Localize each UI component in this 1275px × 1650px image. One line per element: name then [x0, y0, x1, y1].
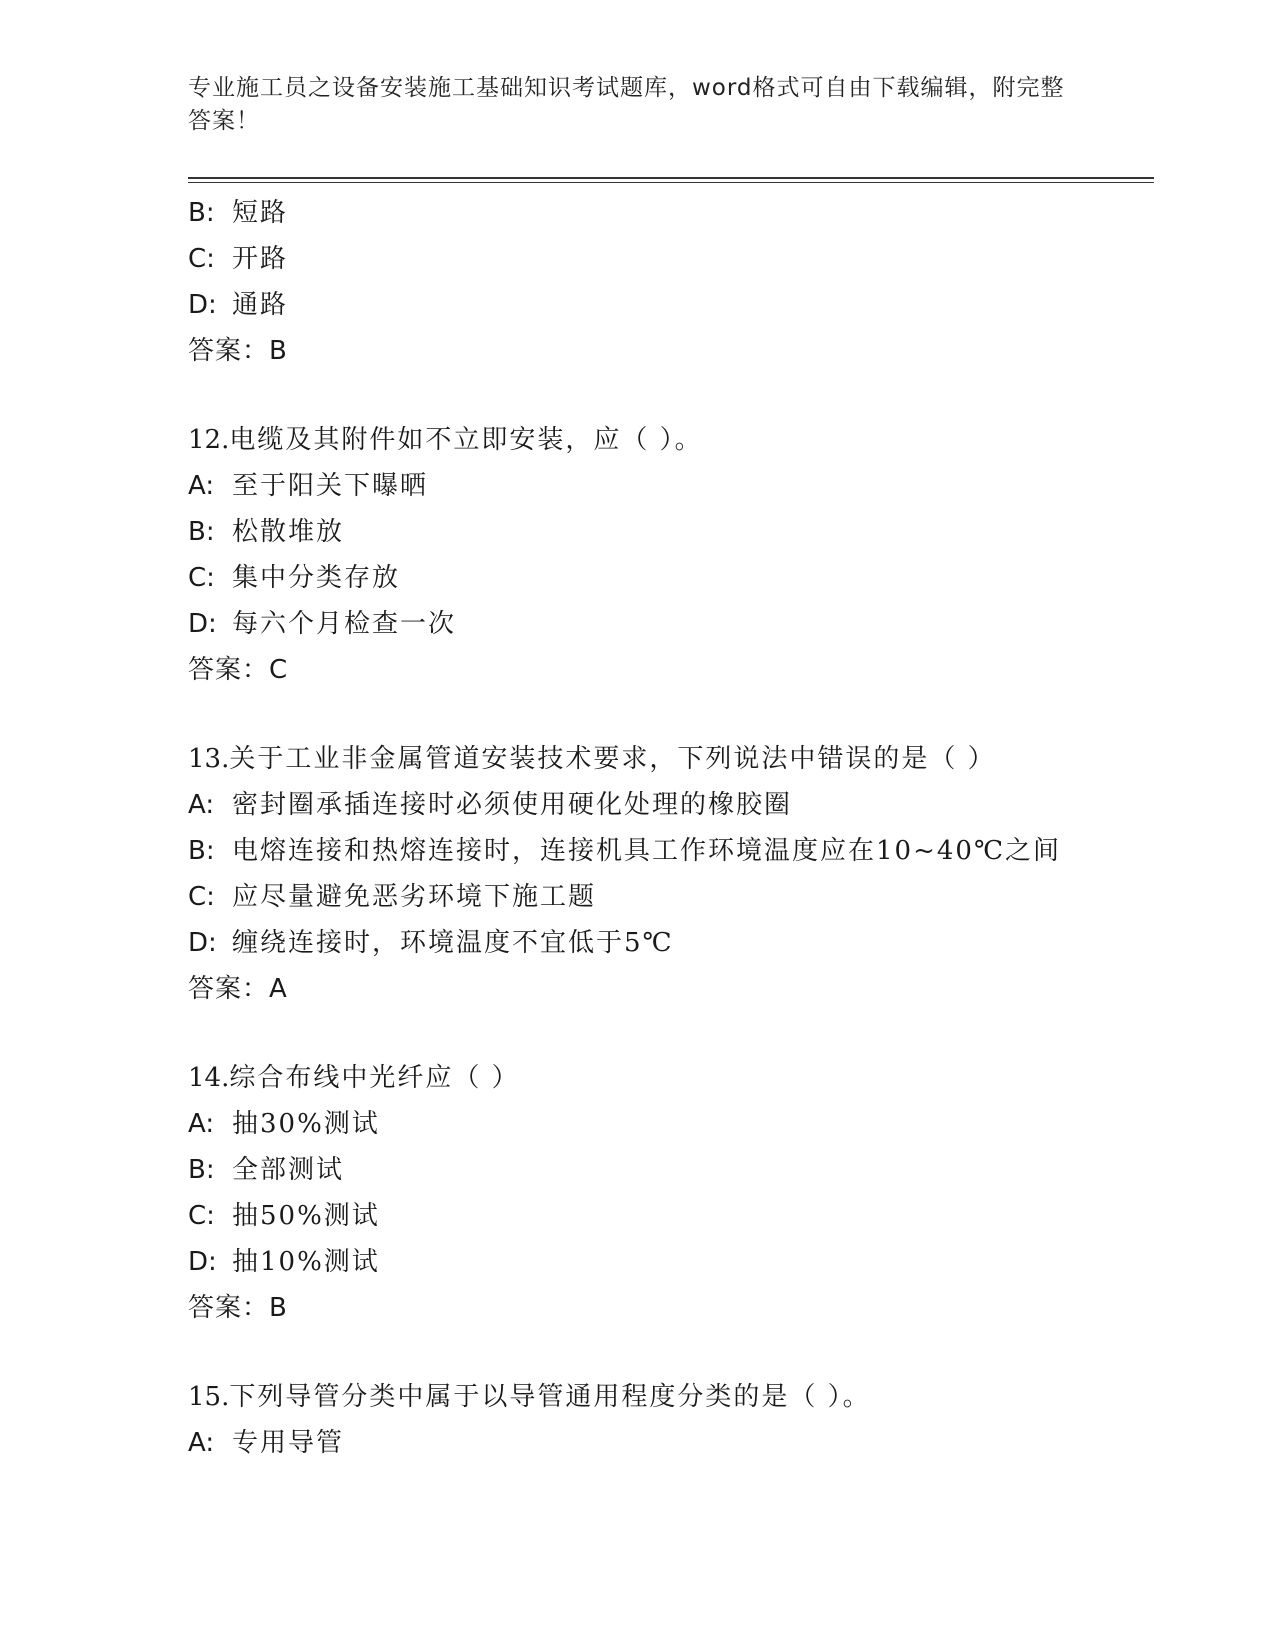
option-letter: B: — [188, 517, 215, 547]
option-letter: C: — [188, 244, 215, 274]
option-text: 密封圈承插连接时必须使用硬化处理的橡胶圈 — [232, 790, 793, 820]
option-text: 每六个月检查一次 — [232, 609, 457, 639]
question-stem — [188, 736, 1154, 782]
answer-line: 答案：A — [188, 974, 288, 1004]
option-a — [188, 1101, 1154, 1147]
question-list — [188, 190, 1154, 1466]
option-letter: C: — [188, 563, 215, 593]
question-number: 12. — [188, 425, 230, 455]
question-number: 14. — [188, 1063, 230, 1093]
option-c — [188, 1193, 1154, 1239]
question-number: 13. — [188, 744, 230, 774]
answer-line: 答案：C — [188, 655, 289, 685]
option-text: 缠绕连接时，环境温度不宜低于5℃ — [232, 928, 674, 958]
option-d — [188, 601, 1154, 647]
option-text: 至于阳关下曝晒 — [232, 471, 429, 501]
option-d — [188, 920, 1154, 966]
option-c — [188, 236, 1154, 282]
option-text: 开路 — [232, 244, 289, 274]
option-a — [188, 463, 1154, 509]
option-text: 抽30%测试 — [232, 1109, 380, 1139]
option-text: 全部测试 — [232, 1155, 345, 1185]
question-partial — [188, 190, 1154, 374]
option-a — [188, 1420, 1154, 1466]
option-letter: B: — [188, 198, 215, 228]
question-14 — [188, 1055, 1154, 1331]
option-text: 抽10%测试 — [232, 1247, 380, 1277]
answer-line: 答案：B — [188, 336, 288, 366]
option-d — [188, 282, 1154, 328]
option-letter: A: — [188, 471, 215, 501]
option-c — [188, 555, 1154, 601]
question-stem — [188, 417, 1154, 463]
option-text: 专用导管 — [232, 1428, 345, 1458]
option-letter: C: — [188, 882, 215, 912]
option-letter: D: — [188, 609, 217, 639]
document-header: 专业施工员之设备安装施工基础知识考试题库，word格式可自由下载编辑，附完整答案！ — [188, 75, 1065, 134]
question-number: 15. — [188, 1382, 230, 1412]
option-text: 松散堆放 — [232, 517, 345, 547]
option-text: 集中分类存放 — [232, 563, 401, 593]
option-text: 电熔连接和热熔连接时，连接机具工作环境温度应在10~40℃之间 — [232, 836, 1062, 866]
option-letter: B: — [188, 1155, 215, 1185]
option-text: 通路 — [232, 290, 289, 320]
question-text: 下列导管分类中属于以导管通用程度分类的是（ ）。 — [229, 1382, 871, 1412]
option-letter: B: — [188, 836, 215, 866]
answer-line: 答案：B — [188, 1293, 288, 1323]
option-b — [188, 509, 1154, 555]
option-letter: A: — [188, 790, 215, 820]
header-rule-thin — [188, 182, 1154, 183]
option-a — [188, 782, 1154, 828]
option-text: 短路 — [232, 198, 289, 228]
option-b — [188, 1147, 1154, 1193]
option-letter: D: — [188, 290, 217, 320]
option-b — [188, 828, 1154, 874]
option-letter: A: — [188, 1109, 215, 1139]
question-stem — [188, 1374, 1154, 1420]
question-13 — [188, 736, 1154, 1012]
question-text: 综合布线中光纤应（ ） — [229, 1063, 520, 1093]
option-letter: A: — [188, 1428, 215, 1458]
option-c — [188, 874, 1154, 920]
option-d — [188, 1239, 1154, 1285]
question-text: 关于工业非金属管道安装技术要求，下列说法中错误的是（ ） — [229, 744, 996, 774]
option-text: 应尽量避免恶劣环境下施工题 — [232, 882, 597, 912]
option-letter: D: — [188, 928, 217, 958]
question-15 — [188, 1374, 1154, 1466]
question-stem — [188, 1055, 1154, 1101]
option-text: 抽50%测试 — [232, 1201, 380, 1231]
header-rule-thick — [188, 177, 1154, 179]
option-letter: D: — [188, 1247, 217, 1277]
option-letter: C: — [188, 1201, 215, 1231]
question-text: 电缆及其附件如不立即安装，应（ ）。 — [229, 425, 703, 455]
question-12 — [188, 417, 1154, 693]
option-b — [188, 190, 1154, 236]
